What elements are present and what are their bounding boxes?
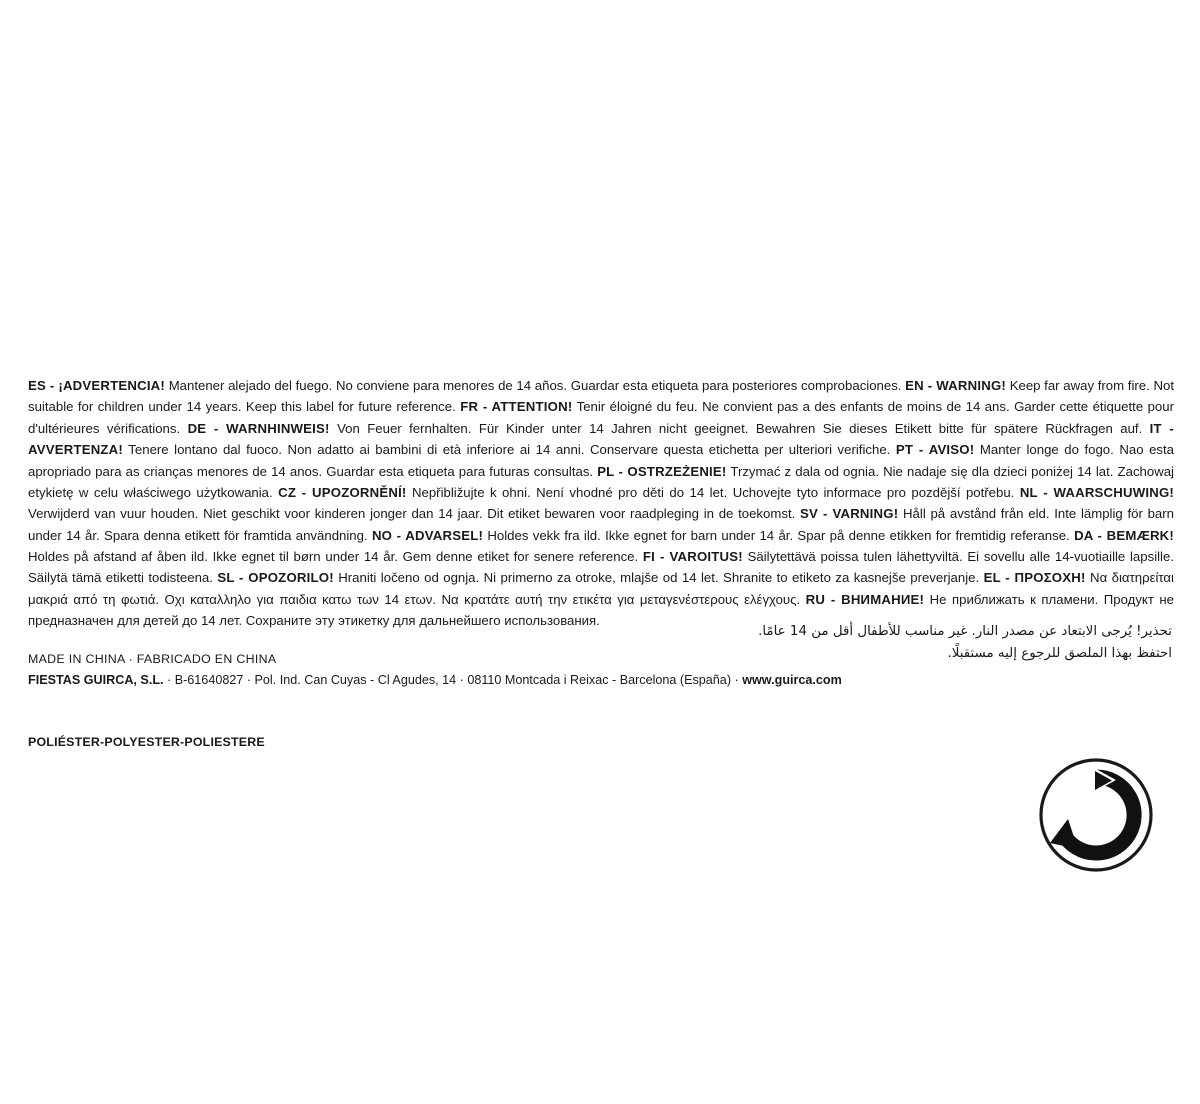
warning-paragraph [28,378,1174,628]
company-name: FIESTAS GUIRCA, S.L. [28,673,164,687]
warning-language-text: Von Feuer fernhalten. Für Kinder unter 14 Jahren nicht geeignet. Bewahren Sie dieses Etikett bitte für spätere Rückfragen auf. [329,420,1150,436]
warning-language-text: Manter longe do fogo. Nao esta apropriado para as crianças menores de 14 anos. Guardar esta etiqueta para futuras consultas. [28,442,1174,479]
warning-language-code: RU - ВНИМАНИЕ! [805,591,925,607]
multilingual-warning-text [28,375,1174,632]
warning-language-code: PL - OSTRZEŻENIE! [597,463,727,479]
warning-language-code: CZ - UPOZORNĚNÍ! [278,484,407,500]
warning-language-code: NL - WAARSCHUWING! [1019,484,1174,500]
warning-language-text: Не приближать к пламени. Продукт не предназначен для детей до 14 лет. Сохраните эту этикетку для дальнейшего использования. [28,591,1174,629]
warning-language-text: Nepřibližujte k ohni. Není vhodné pro děti do 14 let. Uchovejte tyto informace pro pozdější potřebu. [406,484,1020,500]
warning-language-text: Trzymać z dala od ognia. Nie nadaje się dla dzieci poniżej 14 lat. Zachowaj etykietę w celu właściwego użytkowania. [28,463,1174,500]
warning-language-code: DE - WARNHINWEIS! [187,420,330,436]
warning-language-code: DA - BEMÆRK! [1074,527,1175,543]
warning-language-text: Hraniti ločeno od ognja. Ni primerno za otroke, mlajše od 14 let. Shranite to etiketo za kasnejše preverjanje. [333,570,984,586]
warning-language-code: PT - AVISO! [895,442,975,458]
material-composition: POLIÉSTER-POLYESTER-POLIESTERE [28,735,265,749]
warning-language-text: Säilytettävä poissa tulen lähettyviltä. Ei sovellu alle 14-vuotiaille lapsille. Säilytä tämä etiketti todisteena. [28,549,1174,586]
warning-language-text: Håll på avstånd från eld. Inte lämplig för barn under 14 år. Spara denna etikett för framtida användning. [28,506,1174,543]
company-address-line [28,673,842,687]
warning-language-code: IT - AVVERTENZA! [28,420,1175,458]
company-website: www.guirca.com [742,673,842,687]
warning-language-code: SV - VARNING! [800,506,899,522]
country-of-origin: MADE IN CHINA · FABRICADO EN CHINA [28,652,277,666]
warning-language-text: Tenere lontano dal fuoco. Non adatto ai bambini di età inferiore ai 14 anni. Conservare questa etichetta per ulteriori verifiche. [123,442,896,458]
warning-language-text: Mantener alejado del fuego. No conviene para menores de 14 años. Guardar esta etiqueta para posteriores comprobaciones. [165,378,906,393]
warning-language-code: EN - WARNING! [905,378,1006,393]
warning-language-text: Tenir éloigné du feu. Ne convient pas a des enfants de moins de 14 ans. Garder cette étiquette pour d'ultérieures vérifications. [28,399,1174,436]
warning-language-code: NO - ADVARSEL! [371,527,484,543]
warning-language-code: SL - OPOZORILO! [217,570,334,586]
mobius-loop-recycling-icon [1038,757,1154,873]
warning-language-code: EL - ΠΡΟΣΟΧΗ! [983,570,1086,586]
warning-language-text: Holdes vekk fra ild. Ikke egnet for barn under 14 år. Spar på denne etikken for fremtidig referanse. [483,527,1075,543]
warning-language-text: Holdes på afstand af åben ild. Ikke egnet til børn under 14 år. Gem denne etiket for senere reference. [28,549,643,564]
warning-language-code: ES - ¡ADVERTENCIA! [28,378,165,393]
warning-language-text: Verwijderd van vuur houden. Niet geschikt voor kinderen jonger dan 14 jaar. Dit etiket bewaren voor raadpleging in de toekomst. [28,506,801,522]
arabic-warning-text: تحذير! يُرجى الابتعاد عن مصدر النار. غير مناسب للأطفال أقل من 14 عامًا. احتفظ بهذا الملصق للرجوع إليه مستقبلًا. [758,624,1172,662]
warning-language-code: FR - ATTENTION! [460,399,573,415]
warning-language-text: Keep far away from fire. Not suitable for children under 14 years. Keep this label for future reference. [28,378,1174,415]
company-details: · B-61640827 · Pol. Ind. Can Cuyas - Cl Agudes, 14 · 08110 Montcada i Reixac - Barcelona (España) · [163,673,743,687]
warning-language-code: FI - VAROITUS! [642,549,743,564]
warning-language-text: Να διατηρείται μακριά από τη φωτιά. Οχι καταλληλο για παιδια κατω των 14 ετων. Να κρατάτε αυτή την ετικέτα για μεταγενέστερους ελέγχους. [28,570,1174,607]
